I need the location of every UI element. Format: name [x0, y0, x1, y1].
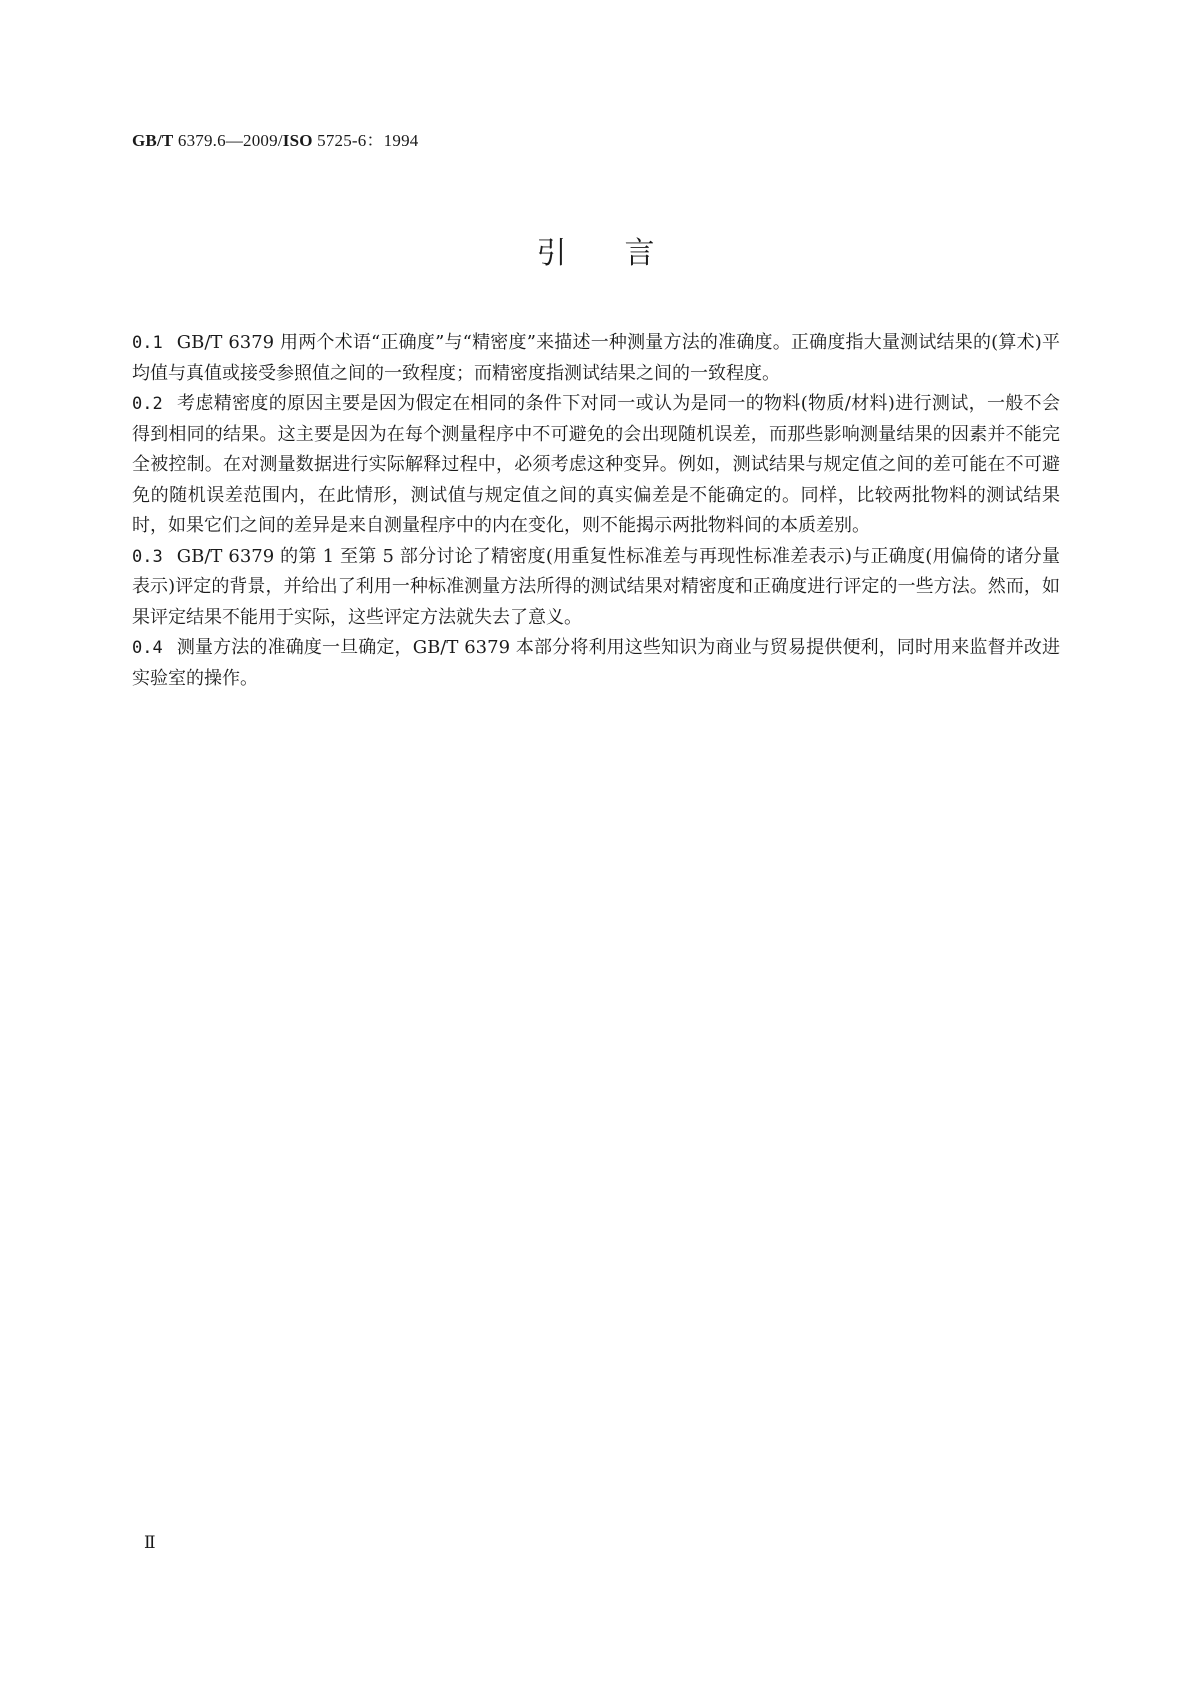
clause-0-4: [132, 633, 1060, 694]
clause-number: 0.3: [132, 546, 163, 567]
clause-number: 0.1: [132, 333, 163, 353]
iso-prefix: ISO: [282, 131, 313, 150]
clause-number: 0.4: [132, 638, 163, 658]
clause-text: GB/T 6379 的第 1 至第 5 部分讨论了精密度(用重复性标准差与再现性标准差表示)与正确度(用偏倚的诸分量表示)评定的背景，并给出了利用一种标准测量方法所得的测试结果对精密度和正确度进行评定的一些方法。然而，如果评定结果不能用于实际，这些评定方法就失去了意义。: [132, 545, 1060, 628]
clause-text: 考虑精密度的原因主要是因为假定在相同的条件下对同一或认为是同一的物料(物质/材料)进行测试，一般不会得到相同的结果。这主要是因为在每个测量程序中不可避免的会出现随机误差，而那些影响测量结果的因素并不能完全被控制。在对测量数据进行实际解释过程中，必须考虑这种变异。例如，测试结果与规定值之间的差可能在不可避免的随机误差范围内，在此情形，测试值与规定值之间的真实偏差是不能确定的。同样，比较两批物料的测试结果时，如果它们之间的差异是来自测量程序中的内在变化，则不能揭示两批物料间的本质差别。: [132, 393, 1060, 536]
clause-0-2: [132, 389, 1060, 542]
clause-text: 测量方法的准确度一旦确定，GB/T 6379 本部分将利用这些知识为商业与贸易提供便利，同时用来监督并改进实验室的操作。: [132, 637, 1060, 689]
page-title: 引言: [536, 236, 713, 271]
clause-number: 0.2: [132, 394, 163, 414]
clause-text: GB/T 6379 用两个术语“正确度”与“精密度”来描述一种测量方法的准确度。正确度指大量测试结果的(算术)平均值与真值或接受参照值之间的一致程度；而精密度指测试结果之间的一致程度。: [132, 332, 1060, 384]
clause-0-1: [132, 328, 1060, 389]
iso-code: 5725-6：1994: [312, 131, 419, 150]
page-number: Ⅱ: [144, 1533, 156, 1552]
document-header: [132, 126, 418, 151]
clause-0-3: [132, 542, 1060, 634]
standard-code-prefix: GB/T: [132, 131, 174, 150]
introduction-body: [132, 328, 1060, 694]
standard-code-main: 6379.6—2009/: [173, 131, 283, 150]
